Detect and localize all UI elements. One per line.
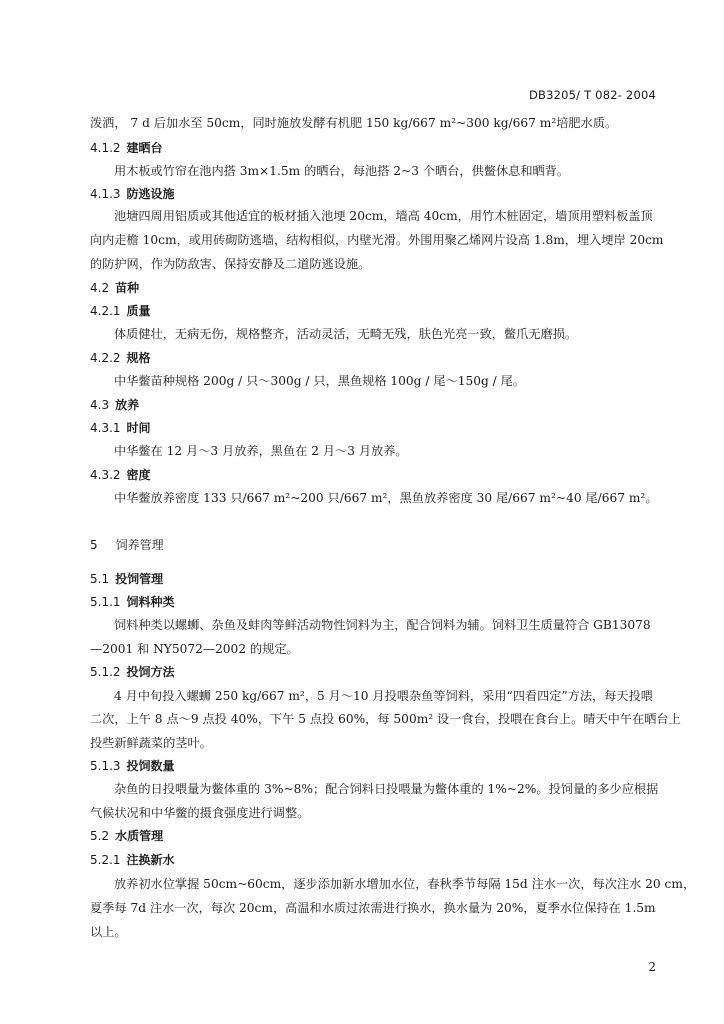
paragraph-line: 的防护网，作为防敌害、保持安静及二道防逃设施。	[90, 257, 371, 271]
section-title: 放养	[115, 398, 140, 412]
paragraph-line: 中华鳖放养密度 133 只/667 m²~200 只/667 m²，黑鱼放养密度 30 尾/667 m²~40 尾/667 m²。	[114, 491, 658, 505]
section-number: 4.2.2	[90, 351, 121, 365]
section-number: 5.2	[90, 829, 110, 843]
paragraph-line: 中华鳖在 12 月～3 月放养，黑鱼在 2 月～3 月放养。	[114, 444, 408, 458]
chapter-title: 饲养管理	[115, 538, 164, 552]
paragraph-line: 二次，上午 8 点～9 点投 40%，下午 5 点投 60%，每 500m² 设一食台，投喂在食台上。晴天中午在晒台上	[90, 712, 681, 726]
section-title: 水质管理	[115, 829, 164, 843]
paragraph-line: 投些新鲜蔬菜的茎叶。	[90, 736, 212, 750]
section-number: 5.1.3	[90, 759, 121, 773]
section-title: 建晒台	[126, 141, 163, 155]
paragraph-line: 饲料种类以螺蛳、杂鱼及蚌肉等鲜活动物性饲料为主，配合饲料为辅。饲料卫生质量符合 GB13078	[114, 618, 651, 632]
paragraph-line: 放养初水位掌握 50cm~60cm，逐步添加新水增加水位，春秋季节每隔 15d 注水一次，每次注水 20 cm，	[114, 877, 696, 891]
paragraph-line: 向内走檐 10cm，或用砖砌防逃墙，结构相似，内壁光滑。外围用聚乙烯网片设高 1.8m，埋入埂岸 20cm	[90, 233, 664, 247]
section-number: 4.2	[90, 281, 110, 295]
section-heading-5-1-1	[90, 594, 175, 610]
section-number: 4.3.1	[90, 421, 121, 435]
paragraph-line: 泼洒， 7 d 后加水至 50cm，同时施放发酵有机肥 150 kg/667 m²~300 kg/667 m²培肥水质。	[90, 116, 618, 130]
section-number: 5.1.1	[90, 595, 121, 609]
section-heading-4-1-2	[90, 140, 163, 156]
section-title: 投饲管理	[115, 572, 164, 586]
chapter-number: 5	[90, 538, 98, 552]
section-title: 苗种	[115, 281, 140, 295]
section-title: 投饲数量	[126, 759, 175, 773]
section-title: 质量	[126, 304, 151, 318]
section-number: 4.1.3	[90, 187, 121, 201]
section-heading-5-1-3	[90, 758, 175, 774]
section-heading-5-2	[90, 828, 163, 844]
section-heading-4-3-2	[90, 467, 151, 483]
paragraph-line: 池塘四周用铝质或其他适宜的板材插入池埂 20cm，墙高 40cm，用竹木桩固定，墙顶用塑料板盖顶	[114, 209, 653, 223]
section-heading-4-2-2	[90, 350, 151, 366]
section-heading-5-1-2	[90, 664, 175, 680]
section-title: 时间	[126, 421, 151, 435]
section-number: 5.2.1	[90, 853, 121, 867]
section-title: 防逃设施	[126, 187, 175, 201]
paragraph-line: 4 月中旬投入螺蛳 250 kg/667 m²，5 月～10 月投喂杂鱼等饲料，采用“四看四定”方法，每天投喂	[114, 689, 653, 703]
section-heading-4-3	[90, 397, 139, 413]
paragraph-line: 以上。	[90, 925, 127, 939]
section-title: 投饲方法	[126, 665, 175, 679]
section-number: 4.2.1	[90, 304, 121, 318]
paragraph-line: 气候状况和中华鳖的摄食强度进行调整。	[90, 806, 310, 820]
section-title: 规格	[126, 351, 151, 365]
section-heading-5-2-1	[90, 852, 175, 868]
section-number: 4.3.2	[90, 468, 121, 482]
section-heading-4-1-3	[90, 186, 175, 202]
paragraph-line: 夏季每 7d 注水一次，每次 20cm，高温和水质过浓需进行换水，换水量为 20%，夏季水位保持在 1.5m	[90, 901, 656, 915]
page-number: 2	[648, 960, 656, 974]
section-number: 4.3	[90, 398, 110, 412]
section-heading-4-2-1	[90, 303, 151, 319]
section-heading-4-2	[90, 280, 139, 296]
paragraph-line: 用木板或竹帘在池内搭 3m×1.5m 的晒台，每池搭 2~3 个晒台，供鳖休息和晒背。	[114, 164, 570, 178]
section-title: 饲料种类	[126, 595, 175, 609]
paragraph-line: 杂鱼的日投喂量为鳖体重的 3%~8%；配合饲料日投喂量为鳖体重的 1%~2%。投饲量的多少应根据	[114, 782, 659, 796]
section-number: 4.1.2	[90, 141, 121, 155]
section-number: 5.1.2	[90, 665, 121, 679]
paragraph-line: 中华鳖苗种规格 200g / 只～300g / 只，黑鱼规格 100g / 尾～150g / 尾。	[114, 374, 525, 388]
paragraph-line: 体质健壮，无病无伤，规格整齐，活动灵活，无畸无残，肤色光亮一致，鳖爪无磨损。	[114, 327, 578, 341]
chapter-heading-5	[90, 537, 164, 553]
section-title: 密度	[126, 468, 151, 482]
document-code: DB3205/ T 082- 2004	[528, 88, 656, 102]
section-heading-5-1	[90, 571, 163, 587]
section-title: 注换新水	[126, 853, 175, 867]
section-heading-4-3-1	[90, 420, 151, 436]
paragraph-line: —2001 和 NY5072—2002 的规定。	[90, 642, 299, 656]
section-number: 5.1	[90, 572, 110, 586]
